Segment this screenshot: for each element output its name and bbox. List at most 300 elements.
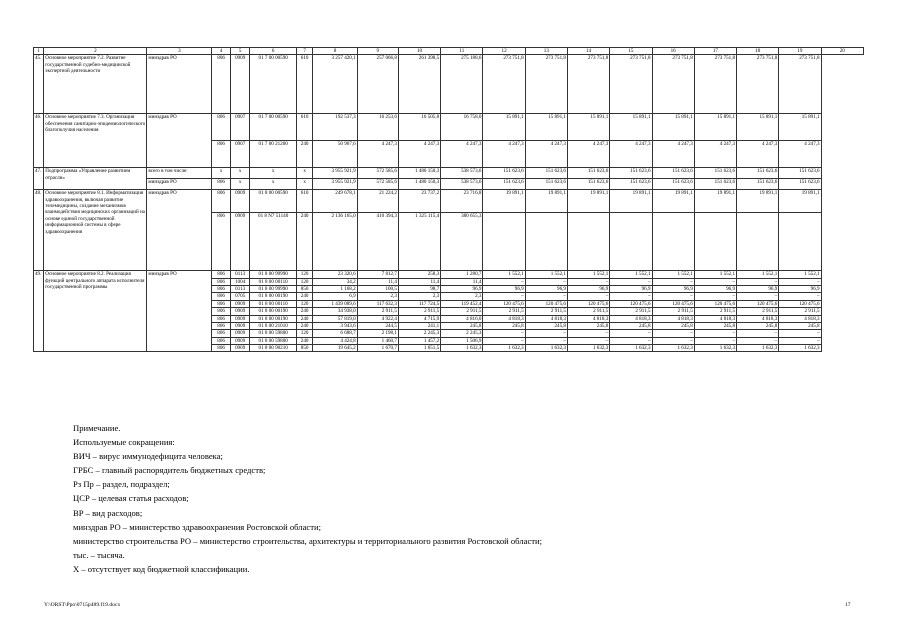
note-line: минздрав РО – министерство здравоохранения Ростовской области; <box>73 521 321 532</box>
value-cell: 1 632,3 <box>737 344 779 351</box>
value-cell: 3 955 921,9 <box>313 168 357 179</box>
value-cell: 1 552,1 <box>652 271 694 278</box>
value-cell: 96,9 <box>441 286 483 293</box>
value-cell: 245,8 <box>567 322 609 329</box>
code-cell: 120 <box>296 278 312 285</box>
value-cell: 7 812,7 <box>357 271 398 278</box>
note-line: ГРБС – главный распорядитель бюджетных средств; <box>73 465 266 476</box>
value-cell: 96,9 <box>779 286 821 293</box>
code-cell: 0909 <box>230 300 250 307</box>
value-cell: 50 967,6 <box>313 141 357 168</box>
value-cell: 1 552,1 <box>694 271 736 278</box>
code-cell: 0909 <box>230 330 250 337</box>
code-cell: 0113 <box>230 286 250 293</box>
value-cell: 151 623,6 <box>779 168 821 179</box>
value-cell: 100,5 <box>357 286 398 293</box>
col-number: 5 <box>230 48 250 55</box>
value-cell: 1 457,2 <box>398 337 440 344</box>
value-cell: – <box>525 278 567 285</box>
value-cell: – <box>567 330 609 337</box>
value-cell: 4 816,0 <box>441 315 483 322</box>
col-number: 6 <box>250 48 296 55</box>
value-cell: 2 198,1 <box>357 330 398 337</box>
value-cell: – <box>525 293 567 300</box>
footer-file-path: Y:\ORST\Ppo\0715p489.f19.docx <box>44 602 121 608</box>
value-cell: 257 066,8 <box>357 55 398 114</box>
value-cell: 2 911,5 <box>610 308 652 315</box>
col-number: 13 <box>525 48 567 55</box>
value-cell: – <box>567 293 609 300</box>
code-cell: 0909 <box>230 190 250 213</box>
value-cell: 261 398,5 <box>398 55 440 114</box>
code-cell: 806 <box>212 271 231 278</box>
value-cell: 119 452,4 <box>441 300 483 307</box>
notes-section <box>73 421 833 576</box>
code-cell: 806 <box>212 337 231 344</box>
value-cell: 4 818,3 <box>525 315 567 322</box>
value-cell: 2 911,5 <box>357 308 398 315</box>
value-cell: 1 632,3 <box>610 344 652 351</box>
code-cell: 806 <box>212 179 231 190</box>
value-cell: 151 623,6 <box>610 168 652 179</box>
code-cell: 806 <box>212 293 231 300</box>
value-cell: 1 632,3 <box>441 344 483 351</box>
table-row <box>34 271 864 278</box>
code-cell: 01 8 00 90210 <box>250 344 296 351</box>
value-cell: 23 716,8 <box>441 190 483 213</box>
value-cell: 249 678,1 <box>313 190 357 213</box>
table-body <box>34 55 864 352</box>
code-cell: 850 <box>296 344 312 351</box>
col-number: 20 <box>821 48 863 55</box>
value-cell: 2,3 <box>398 293 440 300</box>
code-cell: 240 <box>296 141 312 168</box>
code-cell: 240 <box>296 308 312 315</box>
executor-cell: минздрав РО <box>147 190 212 271</box>
value-cell: – <box>737 293 779 300</box>
value-cell: 1 552,1 <box>483 271 525 278</box>
code-cell: 0909 <box>230 55 250 114</box>
value-cell: – <box>652 278 694 285</box>
value-cell: 192 537,3 <box>313 114 357 141</box>
value-cell: 2,3 <box>441 293 483 300</box>
value-cell <box>737 213 779 271</box>
value-cell: 572 585,6 <box>357 179 398 190</box>
value-cell: 1 552,1 <box>567 271 609 278</box>
row-number: 46. <box>34 114 44 168</box>
value-cell: 273 751,8 <box>652 55 694 114</box>
value-cell: 1 632,3 <box>779 344 821 351</box>
value-cell: 96,9 <box>567 286 609 293</box>
code-cell: 01 7 00 00590 <box>250 55 296 114</box>
value-cell: 245,8 <box>694 322 736 329</box>
value-cell: 19 891,1 <box>610 190 652 213</box>
value-cell: – <box>525 330 567 337</box>
value-cell: 151 623,6 <box>525 179 567 190</box>
value-cell: 151 623,6 <box>652 168 694 179</box>
code-cell: x <box>296 168 312 179</box>
value-cell: 3 955 921,9 <box>313 179 357 190</box>
value-cell: 1 552,1 <box>610 271 652 278</box>
executor-cell: всего в том числе: <box>147 168 212 179</box>
value-cell: – <box>694 337 736 344</box>
col-number: 2 <box>44 48 147 55</box>
note-line: ВИЧ – вирус иммунодефицита человека; <box>73 451 223 462</box>
code-cell: x <box>250 179 296 190</box>
value-cell: 273 751,8 <box>610 55 652 114</box>
code-cell: 120 <box>296 300 312 307</box>
value-cell: 275 188,6 <box>441 55 483 114</box>
value-cell: – <box>610 293 652 300</box>
table-row <box>34 179 864 190</box>
value-cell: 120 475,6 <box>779 300 821 307</box>
value-cell: 2 911,5 <box>483 308 525 315</box>
value-cell: 2 245,3 <box>441 330 483 337</box>
value-cell: 245,8 <box>441 322 483 329</box>
value-cell: 96,9 <box>694 286 736 293</box>
code-cell: 806 <box>212 322 231 329</box>
value-cell <box>525 213 567 271</box>
note-line: ВР – вид расходов; <box>73 507 143 518</box>
note-line: министерство строительства РО – министерство строительства, архитектуры и территориального развития Ростовской области; <box>73 535 542 546</box>
value-cell: 34 938,0 <box>313 308 357 315</box>
value-cell: 151 623,6 <box>779 179 821 190</box>
code-cell: 240 <box>296 315 312 322</box>
value-cell: – <box>525 337 567 344</box>
value-cell: 151 623,6 <box>610 179 652 190</box>
value-cell: 15 891,1 <box>483 114 525 141</box>
code-cell: 850 <box>296 286 312 293</box>
value-cell: 19 891,1 <box>737 190 779 213</box>
value-cell: 151 623,6 <box>694 168 736 179</box>
code-cell: 806 <box>212 213 231 271</box>
code-cell: 806 <box>212 55 231 114</box>
value-cell: 15 891,1 <box>779 114 821 141</box>
value-cell: 120 475,6 <box>610 300 652 307</box>
value-cell: 1 552,1 <box>737 271 779 278</box>
value-cell: 57 819,0 <box>313 315 357 322</box>
value-cell <box>779 213 821 271</box>
measure-name: Подпрограмма «Управление развитием отрасли» <box>44 168 147 190</box>
value-cell: 538 573,6 <box>441 168 483 179</box>
value-cell: 4 247,3 <box>398 141 440 168</box>
value-cell: – <box>694 293 736 300</box>
value-cell: 4 922,4 <box>357 315 398 322</box>
value-cell: 245,8 <box>483 322 525 329</box>
value-cell: 19 891,1 <box>652 190 694 213</box>
value-cell: 11,4 <box>398 278 440 285</box>
value-cell: 19 645,2 <box>313 344 357 351</box>
value-cell: 245,8 <box>652 322 694 329</box>
code-cell: 120 <box>296 271 312 278</box>
code-cell: 120 <box>296 330 312 337</box>
value-cell: 4 818,3 <box>779 315 821 322</box>
value-cell: – <box>737 337 779 344</box>
value-cell: 120 475,6 <box>567 300 609 307</box>
value-cell: 273 751,8 <box>483 55 525 114</box>
value-cell: – <box>483 330 525 337</box>
value-cell: 6,9 <box>313 293 357 300</box>
value-cell: 1 280,7 <box>441 271 483 278</box>
code-cell: 610 <box>296 190 312 213</box>
code-cell: 01 8 00 00190 <box>250 315 296 322</box>
code-cell: 806 <box>212 278 231 285</box>
value-cell: 21 224,2 <box>357 190 398 213</box>
value-cell: 2 245,3 <box>398 330 440 337</box>
code-cell: 0909 <box>230 308 250 315</box>
note-line: Х – отсутствует код бюджетной классификации. <box>73 563 250 574</box>
executor-cell: минздрав РО <box>147 114 212 168</box>
row-number: 45. <box>34 55 44 114</box>
value-cell: 15 891,1 <box>525 114 567 141</box>
code-cell: 01 7 00 21200 <box>250 141 296 168</box>
value-cell: 1 632,3 <box>694 344 736 351</box>
code-cell: 01 8 00 00110 <box>250 278 296 285</box>
value-cell: 4 247,3 <box>779 141 821 168</box>
value-cell: 16 758,0 <box>441 114 483 141</box>
value-cell: 151 623,6 <box>567 168 609 179</box>
value-cell: 1 552,1 <box>525 271 567 278</box>
code-cell: 610 <box>296 55 312 114</box>
value-cell: – <box>483 293 525 300</box>
value-cell: 23 320,6 <box>313 271 357 278</box>
value-cell: 4 818,3 <box>652 315 694 322</box>
value-cell: 245,8 <box>737 322 779 329</box>
value-cell: 273 751,8 <box>567 55 609 114</box>
code-cell: 0705 <box>230 293 250 300</box>
value-cell: 16 505,8 <box>398 114 440 141</box>
value-cell: 2 911,5 <box>694 308 736 315</box>
value-cell: 2 911,5 <box>737 308 779 315</box>
table-row <box>34 190 864 213</box>
value-cell: – <box>694 278 736 285</box>
value-cell: 4 818,3 <box>567 315 609 322</box>
value-cell: 19 891,1 <box>567 190 609 213</box>
value-cell: 2 911,5 <box>525 308 567 315</box>
col-number: 9 <box>357 48 398 55</box>
value-cell: 2 911,5 <box>567 308 609 315</box>
code-cell: 01 8 00 21010 <box>250 322 296 329</box>
value-cell: 1 632,3 <box>567 344 609 351</box>
value-cell: 273 751,8 <box>779 55 821 114</box>
col-number: 11 <box>441 48 483 55</box>
col-number: 8 <box>313 48 357 55</box>
code-cell: 240 <box>296 213 312 271</box>
value-cell: 1 552,1 <box>779 271 821 278</box>
code-cell: 01 8 00 59800 <box>250 330 296 337</box>
value-cell: 1 651,5 <box>398 344 440 351</box>
value-cell: – <box>737 278 779 285</box>
code-cell: 806 <box>212 190 231 213</box>
note-line: ЦСР – целевая статья расходов; <box>73 493 189 504</box>
value-cell: 4 424,8 <box>313 337 357 344</box>
col-number: 15 <box>610 48 652 55</box>
value-cell: 15 891,1 <box>610 114 652 141</box>
code-cell: 01 8 00 00190 <box>250 293 296 300</box>
code-cell: 01 8 00 00590 <box>250 190 296 213</box>
col-number: 17 <box>694 48 736 55</box>
notes-title: Примечание. <box>73 423 121 433</box>
code-cell: 01 7 00 00590 <box>250 114 296 141</box>
value-cell: 244,5 <box>357 322 398 329</box>
value-cell: 96,9 <box>652 286 694 293</box>
value-cell: – <box>737 330 779 337</box>
row-number: 47. <box>34 168 44 190</box>
code-cell: 0907 <box>230 141 250 168</box>
col-number: 3 <box>147 48 212 55</box>
value-cell: 117 632,3 <box>357 300 398 307</box>
value-cell: 151 623,6 <box>567 179 609 190</box>
value-cell: 1 632,3 <box>483 344 525 351</box>
value-cell: 19 891,1 <box>779 190 821 213</box>
value-cell: 11,4 <box>441 278 483 285</box>
code-cell: 806 <box>212 315 231 322</box>
value-cell: 4 715,9 <box>398 315 440 322</box>
code-cell: 01 8 00 00190 <box>250 308 296 315</box>
page-number: 17 <box>845 602 851 608</box>
value-cell: 258,3 <box>398 271 440 278</box>
value-cell <box>610 213 652 271</box>
table-row <box>34 168 864 179</box>
value-cell: 151 623,6 <box>483 179 525 190</box>
value-cell: 11,4 <box>357 278 398 285</box>
value-cell: 410 394,3 <box>357 213 398 271</box>
value-cell: 2 136 165,0 <box>313 213 357 271</box>
col-number: 16 <box>652 48 694 55</box>
value-cell: 23 737,2 <box>398 190 440 213</box>
code-cell: 806 <box>212 286 231 293</box>
value-cell: 15 891,1 <box>652 114 694 141</box>
value-cell: – <box>779 278 821 285</box>
value-cell: 1 632,3 <box>652 344 694 351</box>
value-cell: 151 623,6 <box>483 168 525 179</box>
measure-name: Основное мероприятие 8.1. Информатизация здравоохранения, включая развитие телемедицины, создание механизмов взаимодействия медицинских организаций на основе единой государственной информационной системы в сфере здравоохранения <box>44 190 147 271</box>
value-cell: 4 818,3 <box>737 315 779 322</box>
code-cell: 0909 <box>230 337 250 344</box>
code-cell: x <box>250 168 296 179</box>
code-cell: x <box>230 179 250 190</box>
value-cell: 245,8 <box>610 322 652 329</box>
value-cell: 120 475,6 <box>694 300 736 307</box>
code-cell: x <box>212 168 231 179</box>
executor-cell: минздрав РО <box>147 179 212 190</box>
value-cell: 4 247,3 <box>483 141 525 168</box>
value-cell: 1 480 150,3 <box>398 168 440 179</box>
value-cell <box>567 213 609 271</box>
code-cell: 01 8 00 59800 <box>250 337 296 344</box>
code-cell: 1004 <box>230 278 250 285</box>
value-cell: 273 751,8 <box>694 55 736 114</box>
col-number: 18 <box>737 48 779 55</box>
code-cell: 240 <box>296 322 312 329</box>
value-cell: 241,1 <box>398 322 440 329</box>
value-cell: 15 891,1 <box>694 114 736 141</box>
value-cell: 572 585,6 <box>357 168 398 179</box>
code-cell: 806 <box>212 344 231 351</box>
value-cell: 1 325 115,4 <box>398 213 440 271</box>
value-cell: 96,9 <box>737 286 779 293</box>
col-number: 7 <box>296 48 312 55</box>
code-cell: 0909 <box>230 322 250 329</box>
measure-name: Основное мероприятие 8.2. Реализация функций центрального аппарата исполнителя государственной программы <box>44 271 147 352</box>
value-cell <box>694 213 736 271</box>
value-cell: 151 623,6 <box>737 168 779 179</box>
value-cell: 2 911,5 <box>441 308 483 315</box>
col-number: 1 <box>34 48 44 55</box>
note-line: тыс. – тысяча. <box>73 549 125 560</box>
value-cell: 1 439 089,6 <box>313 300 357 307</box>
value-cell: – <box>779 293 821 300</box>
value-cell: 19 891,1 <box>694 190 736 213</box>
value-cell: 19 891,1 <box>483 190 525 213</box>
value-cell: 1 168,2 <box>313 286 357 293</box>
measure-name: Основное мероприятие 7.3. Организация обеспечения санитарно-эпидемиологического благополучия населения <box>44 114 147 168</box>
value-cell: 1 460,7 <box>357 337 398 344</box>
value-cell: 120 475,6 <box>652 300 694 307</box>
value-cell: 15 891,1 <box>737 114 779 141</box>
value-cell: 120 475,6 <box>737 300 779 307</box>
value-cell: 4 818,3 <box>694 315 736 322</box>
value-cell: 120 475,6 <box>483 300 525 307</box>
value-cell: 151 623,6 <box>525 168 567 179</box>
value-cell: – <box>610 337 652 344</box>
value-cell: – <box>694 330 736 337</box>
value-cell: 2 911,5 <box>779 308 821 315</box>
value-cell: 2 911,5 <box>652 308 694 315</box>
value-cell: 2 911,5 <box>398 308 440 315</box>
value-cell: 1 632,3 <box>525 344 567 351</box>
value-cell: – <box>483 278 525 285</box>
value-cell <box>483 213 525 271</box>
code-cell: 01 8 00 00110 <box>250 300 296 307</box>
value-cell: – <box>652 337 694 344</box>
col-number: 12 <box>483 48 525 55</box>
value-cell: 4 818,3 <box>483 315 525 322</box>
col-number: 14 <box>567 48 609 55</box>
col-number: 10 <box>398 48 440 55</box>
value-cell: 273 751,8 <box>737 55 779 114</box>
budget-table <box>33 47 864 352</box>
table-row <box>34 114 864 141</box>
value-cell: – <box>610 278 652 285</box>
value-cell: 4 247,3 <box>525 141 567 168</box>
code-cell: 806 <box>212 330 231 337</box>
value-cell: 4 247,3 <box>652 141 694 168</box>
code-cell: 0909 <box>230 344 250 351</box>
value-cell: 273 751,8 <box>525 55 567 114</box>
value-cell: – <box>779 330 821 337</box>
value-cell: 120 475,6 <box>525 300 567 307</box>
code-cell: 01 8 N7 51140 <box>250 213 296 271</box>
value-cell: – <box>779 337 821 344</box>
value-cell: 380 655,3 <box>441 213 483 271</box>
value-cell: 15 891,1 <box>567 114 609 141</box>
value-cell <box>652 213 694 271</box>
col-number: 19 <box>779 48 821 55</box>
value-cell: 1 670,7 <box>357 344 398 351</box>
code-cell: 806 <box>212 300 231 307</box>
value-cell: 117 724,5 <box>398 300 440 307</box>
value-cell: 3 257 420,1 <box>313 55 357 114</box>
measure-name: Основное мероприятие 7.2. Развитие государственной судебно-медицинской экспертной деятельности <box>44 55 147 114</box>
code-cell: 806 <box>212 141 231 168</box>
value-cell: 151 623,6 <box>737 179 779 190</box>
value-cell: 538 573,6 <box>441 179 483 190</box>
code-cell: 240 <box>296 293 312 300</box>
value-cell: 96,9 <box>610 286 652 293</box>
value-cell: 6 688,7 <box>313 330 357 337</box>
note-line: Рз Пр – раздел, подраздел; <box>73 479 170 490</box>
